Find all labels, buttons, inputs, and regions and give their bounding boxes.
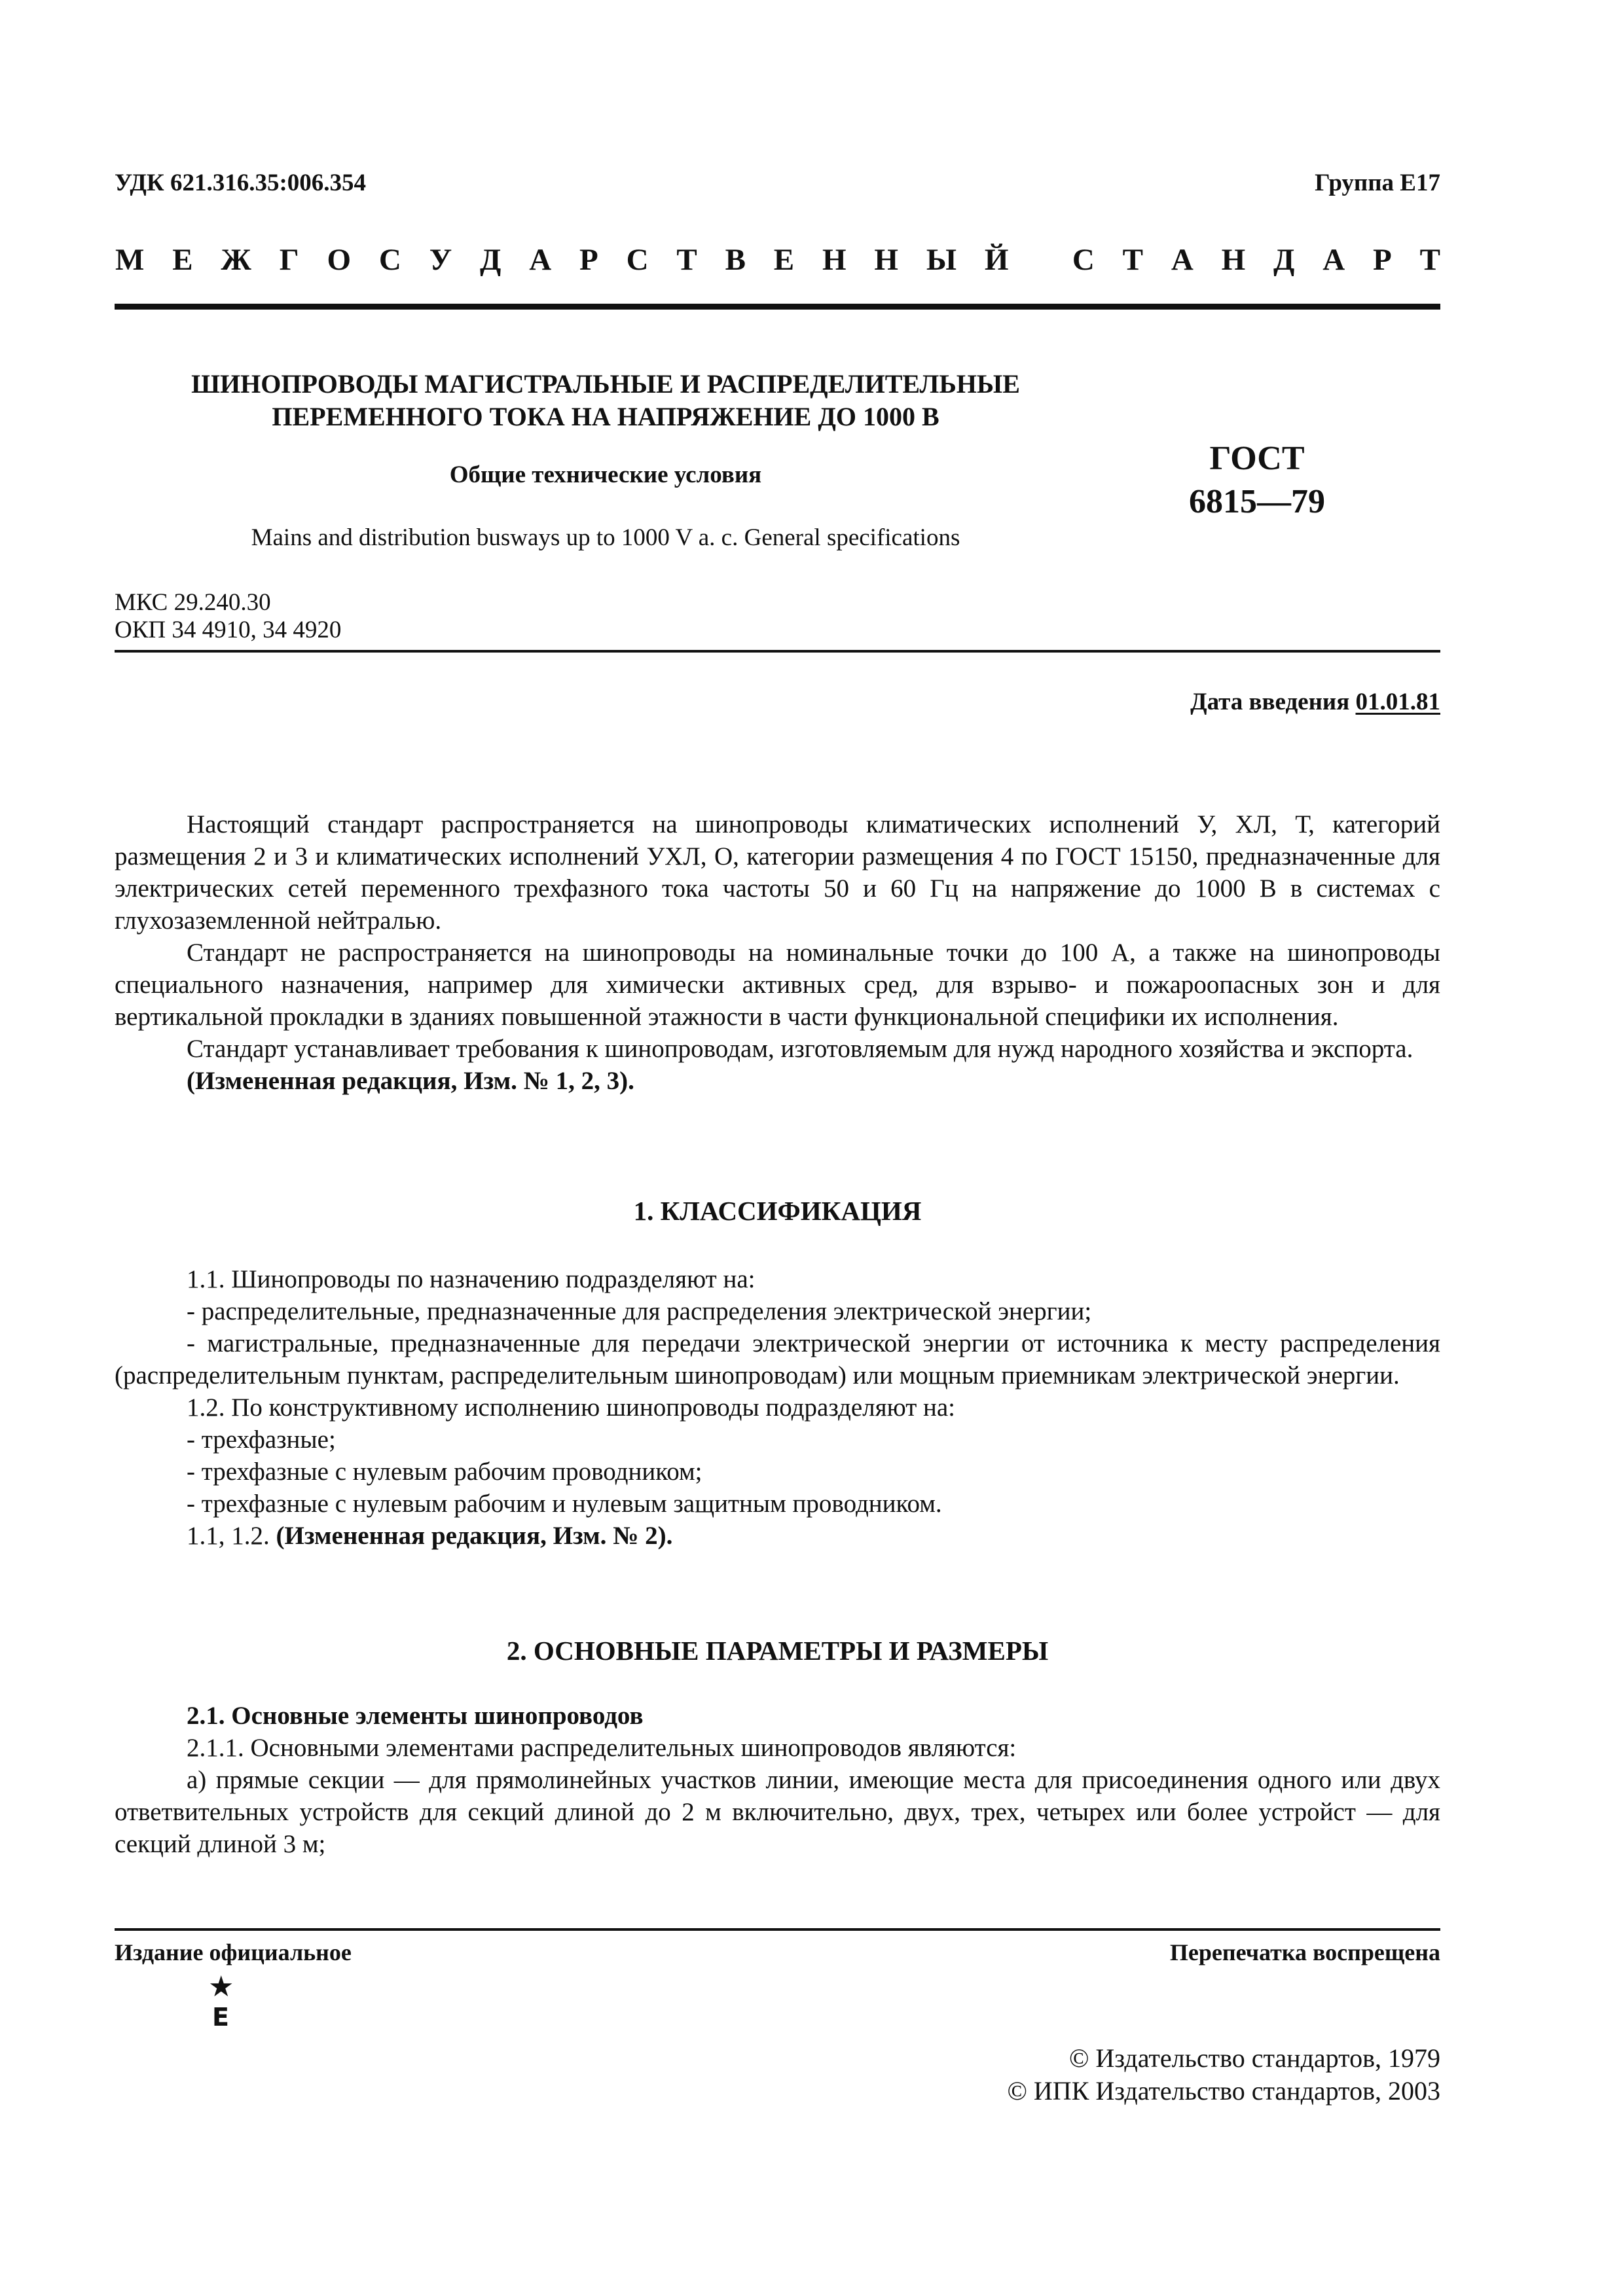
heading-letter: Т [676, 243, 697, 277]
heading-letter: Й [984, 243, 1009, 277]
heading-letter: С [378, 243, 401, 277]
heading-letter: У [429, 243, 452, 277]
heading-letter: Т [1122, 243, 1143, 277]
clause-1-2-item-b: - трехфазные с нулевым рабочим проводником; [187, 1458, 702, 1486]
section-2-heading: 2. ОСНОВНЫЕ ПАРАМЕТРЫ И РАЗМЕРЫ [506, 1636, 1049, 1666]
clause-1-1-item-a: - распределительные, предназначенные для распределения электрической энергии; [187, 1297, 1092, 1325]
header-rule [115, 304, 1440, 310]
section-2-body [115, 1700, 1440, 1860]
heading-letter: С [1072, 243, 1095, 277]
intro-revision-note: (Измененная редакция, Изм. № 1, 2, 3). [187, 1067, 634, 1095]
section-1-body [115, 1263, 1440, 1552]
footer-rule [115, 1928, 1440, 1931]
heading-letter: Е [172, 243, 193, 277]
heading-letter: Д [480, 243, 501, 277]
document-title [124, 368, 1087, 433]
copyright-block [1008, 2042, 1440, 2108]
clause-1-2-item-c: - трехфазные с нулевым рабочим и нулевым защитным проводником. [187, 1490, 942, 1518]
intro-text [115, 808, 1440, 1097]
gost-label: ГОСТ [1209, 440, 1305, 477]
heading-letter: Р [1373, 243, 1392, 277]
introduction-date-label: Дата введения [1190, 689, 1356, 715]
intro-paragraph-1: Настоящий стандарт распространяется на шинопроводы климатических исполнений У, ХЛ, Т, категорий размещения 2 и 3 и климатических исполнений УХЛ, О, категории размещения 4 по ГОСТ 15150, предназначенные для электрических сетей переменного трехфазного тока частоты 50 и 60 Гц на напряжение до 1000 В в системах с глухозаземленной нейтралью. [115, 810, 1440, 935]
intro-paragraph-2: Стандарт не распространяется на шинопроводы на номинальные точки до 100 А, а также на шинопроводы специального назначения, например для химически активных сред, для взрыво- и пожароопасных зон и для вертикальной прокладки в зданиях повышенной этажности в части функциональной специфики их исполнения. [115, 939, 1440, 1031]
title-line-2: ПЕРЕМЕННОГО ТОКА НА НАПРЯЖЕНИЕ ДО 1000 В [272, 402, 939, 431]
title-line-1: ШИНОПРОВОДЫ МАГИСТРАЛЬНЫЕ И РАСПРЕДЕЛИТЕЛЬНЫЕ [191, 369, 1020, 399]
clause-2-1-heading: 2.1. Основные элементы шинопроводов [187, 1702, 644, 1730]
heading-gap [1036, 242, 1044, 278]
heading-letter: В [725, 243, 746, 277]
gost-number: 6815—79 [1189, 483, 1325, 520]
clause-1-1-item-b: - магистральные, предназначенные для передачи электрической энергии от источника к месту распределения (распределительным пунктам, распределительным шинопроводам) или мощным приемникам электрической энергии. [115, 1329, 1440, 1390]
document-subtitle: Общие технические условия [449, 461, 762, 488]
reprint-prohibited-label: Перепечатка воспрещена [1169, 1939, 1440, 1965]
heading-letter: М [115, 243, 145, 277]
clause-2-1-1-item-a: а) прямые секции — для прямолинейных участков линии, имеющие места для присоединения одного или двух ответвительных устройств для секций длиной до 2 м включительно, двух, трех, четырех или более устройст — для секций длиной 3 м; [115, 1766, 1440, 1858]
heading-letter: Д [1273, 243, 1295, 277]
introduction-date-value: 01.01.81 [1355, 689, 1440, 715]
title-rule [115, 650, 1440, 653]
clause-1-2-item-a: - трехфазные; [187, 1426, 336, 1454]
heading-letter: Н [1221, 243, 1246, 277]
section-1-revision-note [115, 1520, 1440, 1552]
introduction-date [1190, 688, 1440, 716]
heading-letter: С [626, 243, 649, 277]
heading-letter: Н [874, 243, 898, 277]
clause-1-1: 1.1. Шинопроводы по назначению подразделяют на: [187, 1265, 756, 1293]
mks-code: МКС 29.240.30 [115, 589, 271, 616]
clause-1-2: 1.2. По конструктивному исполнению шинопроводы подразделяют на: [187, 1393, 955, 1422]
heading-letter: Р [579, 243, 598, 277]
copyright-2003: © ИПК Издательство стандартов, 2003 [1007, 2076, 1440, 2106]
heading-letter: О [327, 243, 352, 277]
heading-letter: Ы [926, 243, 957, 277]
group-code: Группа Е17 [1315, 170, 1440, 196]
heading-letter: Н [822, 243, 847, 277]
gost-designation [1133, 437, 1381, 524]
classification-codes [115, 589, 341, 644]
heading-letter: Ж [221, 243, 251, 277]
okp-code: ОКП 34 4910, 34 4920 [115, 617, 342, 643]
star-icon: ★ [208, 1970, 234, 2003]
heading-letter: Е [773, 243, 795, 277]
official-edition-label: Издание официальное [115, 1939, 352, 1965]
heading-letter: А [529, 243, 552, 277]
section-1-revision-prefix: 1.1, 1.2. [187, 1522, 276, 1550]
english-title: Mains and distribution busways up to 1000 V a. c. General specifications [251, 524, 960, 551]
section-1-revision-text: (Измененная редакция, Изм. № 2). [276, 1522, 673, 1550]
heading-letter: Т [1419, 243, 1440, 277]
section-1-heading: 1. КЛАССИФИКАЦИЯ [633, 1196, 922, 1226]
intro-paragraph-3: Стандарт устанавливает требования к шинопроводам, изготовляемым для нужд народного хозяйства и экспорта. [187, 1035, 1413, 1063]
edition-letter: Е [212, 2003, 229, 2032]
heading-letter: Г [279, 243, 299, 277]
clause-2-1-1: 2.1.1. Основными элементами распределительных шинопроводов являются: [187, 1734, 1017, 1762]
heading-letter: А [1171, 243, 1194, 277]
heading-letter: А [1322, 243, 1345, 277]
udk-code: УДК 621.316.35:006.354 [115, 170, 367, 196]
interstate-standard-heading [115, 242, 1440, 278]
copyright-1979: © Издательство стандартов, 1979 [1068, 2043, 1440, 2073]
